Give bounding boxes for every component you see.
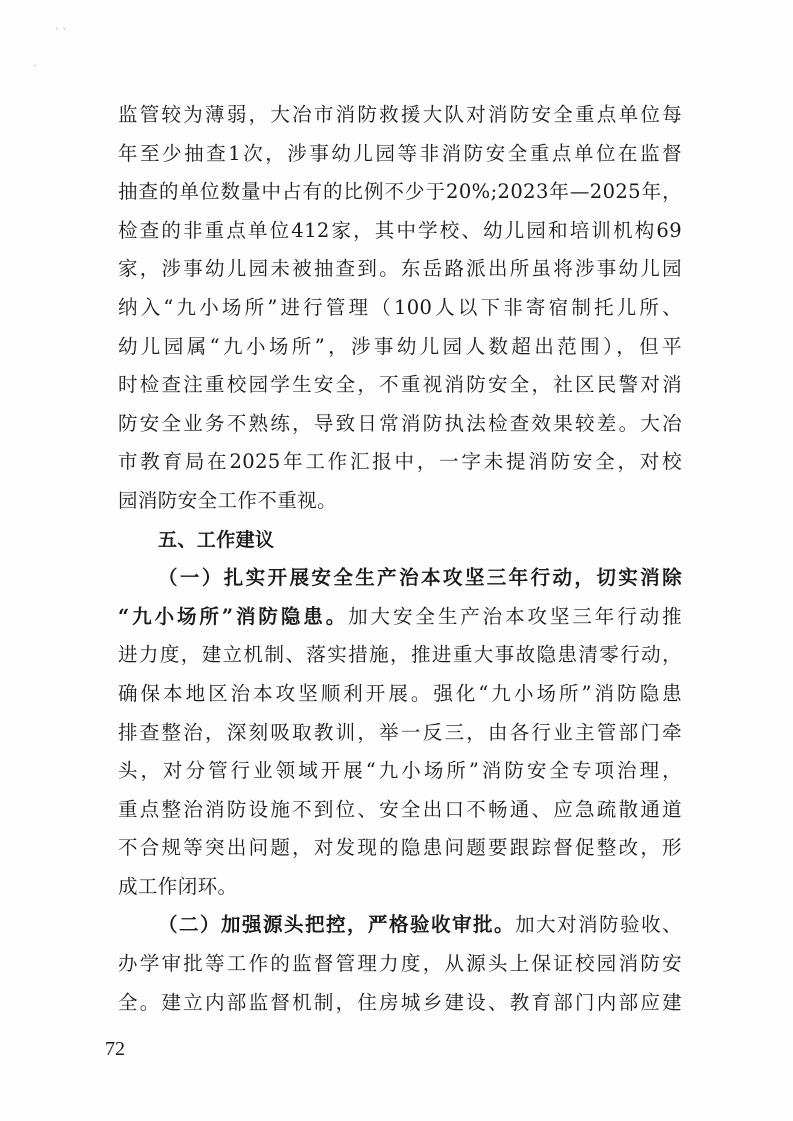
scan-speck: ` ` xyxy=(55,28,67,38)
paragraph-line xyxy=(118,906,682,945)
paragraph-line: 全。建立内部监督机制，住房城乡建设、教育部门内部应建 xyxy=(118,990,682,1014)
paragraph-line: 园消防安全工作不重视。 xyxy=(118,488,337,512)
paragraph-line: 监管较为薄弱，大冶市消防救援大队对消防安全重点单位每 xyxy=(118,103,682,126)
paragraph-line: 时检查注重校园学生安全，不重视消防安全，社区民警对消 xyxy=(118,373,682,397)
paragraph-line: 幼儿园属“九小场所”，涉事幼儿园人数超出范围），但平 xyxy=(118,334,682,358)
scan-speck: ` xyxy=(33,65,38,75)
paragraph-line: 防安全业务不熟练，导致日常消防执法检查效果较差。大冶 xyxy=(118,411,682,435)
paragraph-line: 抽查的单位数量中占有的比例不少于20%;2023年—2025年， xyxy=(118,180,682,204)
paragraph-line: 办学审批等工作的监督管理力度，从源头上保证校园消防安 xyxy=(118,952,682,976)
document-body xyxy=(118,96,682,1022)
recommendation-title: （二）加强源头把控，严格验收审批。 xyxy=(158,913,516,937)
paragraph-line: 家，涉事幼儿园未被抽查到。东岳路派出所虽将涉事幼儿园 xyxy=(118,257,682,281)
paragraph-line: 检查的非重点单位412家，其中学校、幼儿园和培训机构69 xyxy=(118,218,682,242)
paragraph-line: 纳入“九小场所”进行管理（100人以下非寄宿制托儿所、 xyxy=(118,295,682,319)
paragraph-line: 排查整治，深刻吸取教训，举一反三，由各行业主管部门牵 xyxy=(118,720,682,744)
recommendation-title: （一）扎实开展安全生产治本攻坚三年行动，切实消除 xyxy=(158,566,682,590)
paragraph-line: 头，对分管行业领域开展“九小场所”消防安全专项治理， xyxy=(118,759,682,783)
paragraph-line: 重点整治消防设施不到位、安全出口不畅通、应急疏散通道 xyxy=(118,797,682,821)
paragraph-line xyxy=(118,598,682,637)
paragraph-line: 确保本地区治本攻坚顺利开展。强化“九小场所”消防隐患 xyxy=(118,681,682,705)
paragraph-text: 加大安全生产治本攻坚三年行动推 xyxy=(348,604,682,628)
paragraph-line: 成工作闭环。 xyxy=(118,874,238,898)
paragraph-text: 加大对消防验收、 xyxy=(515,913,682,937)
section-heading: 五、工作建议 xyxy=(158,528,275,551)
page-number: 72 xyxy=(105,1038,125,1060)
paragraph-line: 不合规等突出问题，对发现的隐患问题要跟踪督促整改，形 xyxy=(118,836,682,860)
paragraph-line: 年至少抽查1次，涉事幼儿园等非消防安全重点单位在监督 xyxy=(118,141,682,165)
recommendation-title-continued: “九小场所”消防隐患。 xyxy=(118,604,349,628)
paragraph-line: 市教育局在2025年工作汇报中，一字未提消防安全，对校 xyxy=(118,450,682,474)
paragraph-line: 进力度，建立机制、落实措施，推进重大事故隐患清零行动， xyxy=(118,643,682,667)
